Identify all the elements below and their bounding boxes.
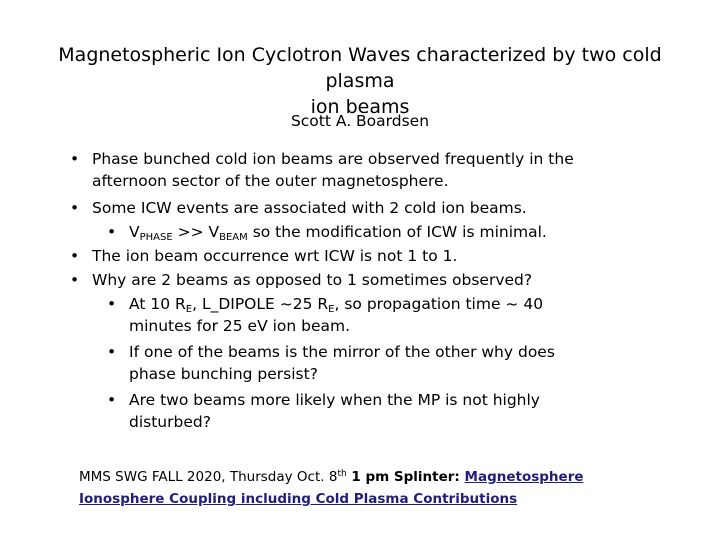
footer-prefix: MMS SWG FALL 2020, Thursday Oct. 8 — [79, 469, 338, 485]
earth-radius-subscript: E — [185, 304, 193, 315]
splinter-session-link[interactable]: Magnetosphere Ionosphere Coupling including Cold Plasma Contributions — [79, 469, 584, 507]
bullet-text-part: At 10 R — [129, 295, 186, 313]
sub-bullet-item — [107, 341, 707, 385]
sub-bullet-item — [107, 389, 707, 433]
bullet-text-line: phase bunching persist? — [129, 365, 318, 383]
author-name: Scott A. Boardsen — [290, 112, 430, 130]
bullet-text-line: Are two beams more likely when the MP is not highly — [129, 391, 540, 409]
bullet-item — [70, 197, 690, 219]
footer-middle: 1 pm Splinter: — [346, 469, 465, 485]
bullet-item — [70, 148, 690, 192]
bullet-marker: • — [107, 295, 117, 313]
phase-subscript: PHASE — [139, 232, 173, 243]
bullet-marker: • — [107, 223, 117, 241]
beam-subscript: BEAM — [219, 232, 248, 243]
bullet-text-line: If one of the beams is the mirror of the other why does — [129, 343, 555, 361]
footer-announcement — [79, 466, 639, 510]
bullet-item — [70, 245, 690, 267]
bullet-text-line: disturbed? — [129, 413, 211, 431]
bullet-text-part: , L_DIPOLE ~25 R — [192, 295, 329, 313]
bullet-item — [70, 269, 690, 291]
title-line-1: Magnetospheric Ion Cyclotron Waves characterized by two cold plasma — [58, 44, 662, 92]
bullet-marker: • — [107, 391, 117, 409]
bullet-rest-text: so the modification of ICW is minimal. — [247, 223, 547, 241]
earth-radius-subscript: E — [328, 304, 335, 315]
bullet-text-line: Some ICW events are associated with 2 cold ion beams. — [92, 199, 527, 217]
sub-bullet-item — [107, 221, 707, 243]
bullet-text-line — [129, 221, 547, 243]
bullet-text-line: Why are 2 beams as opposed to 1 sometimes observed? — [92, 271, 533, 289]
title-line-2: ion beams — [310, 96, 410, 118]
comparison-text: >> V — [172, 223, 220, 241]
v-symbol: V — [129, 223, 140, 241]
bullet-marker: • — [70, 271, 80, 289]
bullet-text-line: Phase bunched cold ion beams are observed frequently in the — [92, 150, 574, 168]
sub-bullet-item — [107, 293, 707, 337]
bullet-marker: • — [70, 247, 80, 265]
slide-title — [30, 42, 690, 120]
bullet-marker: • — [107, 343, 117, 361]
bullet-text-part: , so propagation time ~ 40 — [334, 295, 544, 313]
bullet-text-line: afternoon sector of the outer magnetosphere. — [92, 172, 449, 190]
bullet-text-line — [129, 293, 543, 315]
bullet-marker: • — [70, 199, 80, 217]
footer-ordinal: th — [337, 469, 347, 479]
bullet-text-line: The ion beam occurrence wrt ICW is not 1 to 1. — [92, 247, 458, 265]
bullet-text-line: minutes for 25 eV ion beam. — [129, 317, 351, 335]
bullet-marker: • — [70, 150, 80, 168]
